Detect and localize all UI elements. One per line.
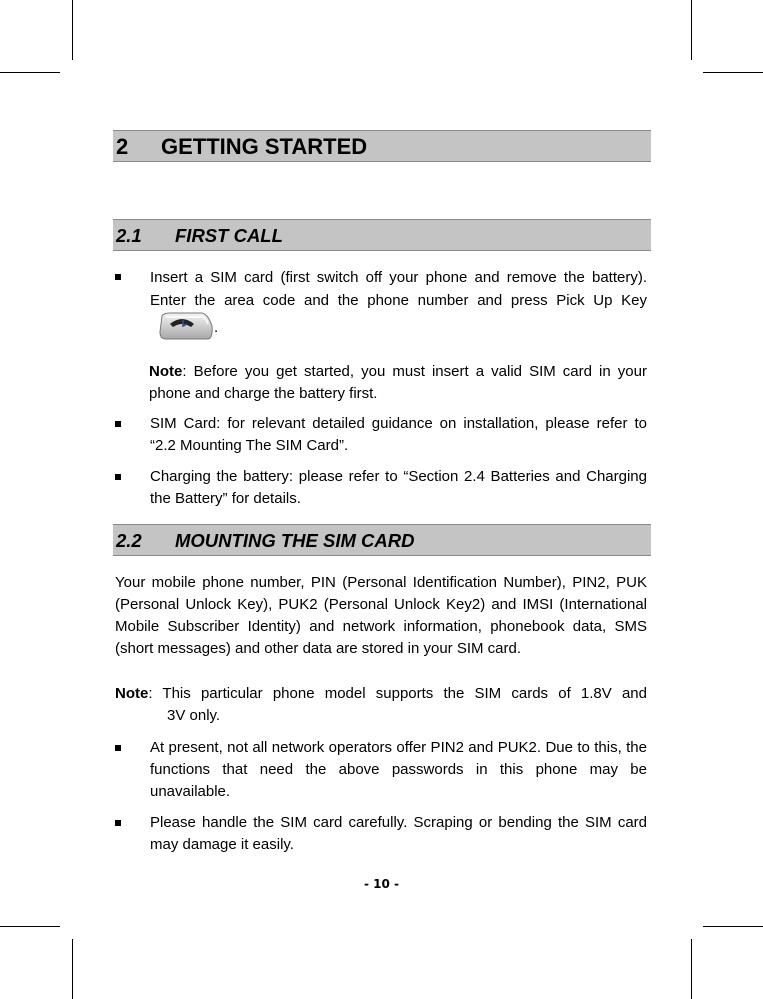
list-item [150,266,647,340]
crop-mark [0,72,60,73]
crop-mark [72,0,73,60]
list-item [150,812,647,856]
crop-mark [0,926,60,927]
list-item [150,466,647,510]
note-paragraph [115,683,647,727]
list-item [150,737,647,803]
crop-mark [703,72,763,73]
chapter-heading [113,130,651,162]
crop-mark [691,939,692,999]
list-item-text: Insert a SIM card (first switch off your phone and remove the battery). Enter the area code and the phone number and press Pick Up Key [150,269,647,309]
crop-mark [691,0,692,60]
section-heading-mounting [113,524,651,556]
bullet-icon [115,820,121,826]
note-text: : Before you get started, you must insert a valid SIM card in your phone and charge the battery first. [149,363,647,402]
section-title: MOUNTING THE SIM CARD [175,530,415,551]
section-heading-first-call [113,219,651,251]
bullet-icon [115,474,121,480]
section-title: FIRST CALL [175,225,283,246]
crop-mark [72,939,73,999]
note-paragraph [149,361,647,405]
section-number: 2.2 [116,530,142,551]
section-number: 2.1 [116,225,142,246]
list-item-text: Please handle the SIM card carefully. Scraping or bending the SIM card may damage it easily. [150,814,647,853]
bullet-icon [115,274,121,280]
list-item-text: At present, not all network operators offer PIN2 and PUK2. Due to this, the functions that need the above passwords in this phone may be unavailable. [150,739,647,800]
note-label: Note [115,685,149,702]
intro-paragraph: Your mobile phone number, PIN (Personal Identification Number), PIN2, PUK (Personal Unlock Key), PUK2 (Personal Unlock Key2) and IMSI (International Mobile Subscriber Identity) and network information, phonebook data, SMS (short messages) and other data are stored in your SIM card. [115,574,647,657]
crop-mark [703,926,763,927]
chapter-title: GETTING STARTED [161,134,368,159]
note-label: Note [149,363,183,380]
list-item-text: Charging the battery: please refer to “Section 2.4 Batteries and Charging the Battery” for details. [150,468,647,507]
phone-handset-icon [158,312,214,340]
list-item-text: SIM Card: for relevant detailed guidance on installation, please refer to “2.2 Mounting The SIM Card”. [150,415,647,454]
chapter-number: 2 [116,134,129,159]
bullet-icon [115,745,121,751]
note-text: : This particular phone model supports the SIM cards of 1.8V and [148,685,647,702]
note-text-continued: 3V only. [167,707,221,724]
list-item [150,413,647,457]
page-number: - 10 - [363,877,399,891]
list-item-suffix: . [214,319,219,336]
bullet-icon [115,421,121,427]
